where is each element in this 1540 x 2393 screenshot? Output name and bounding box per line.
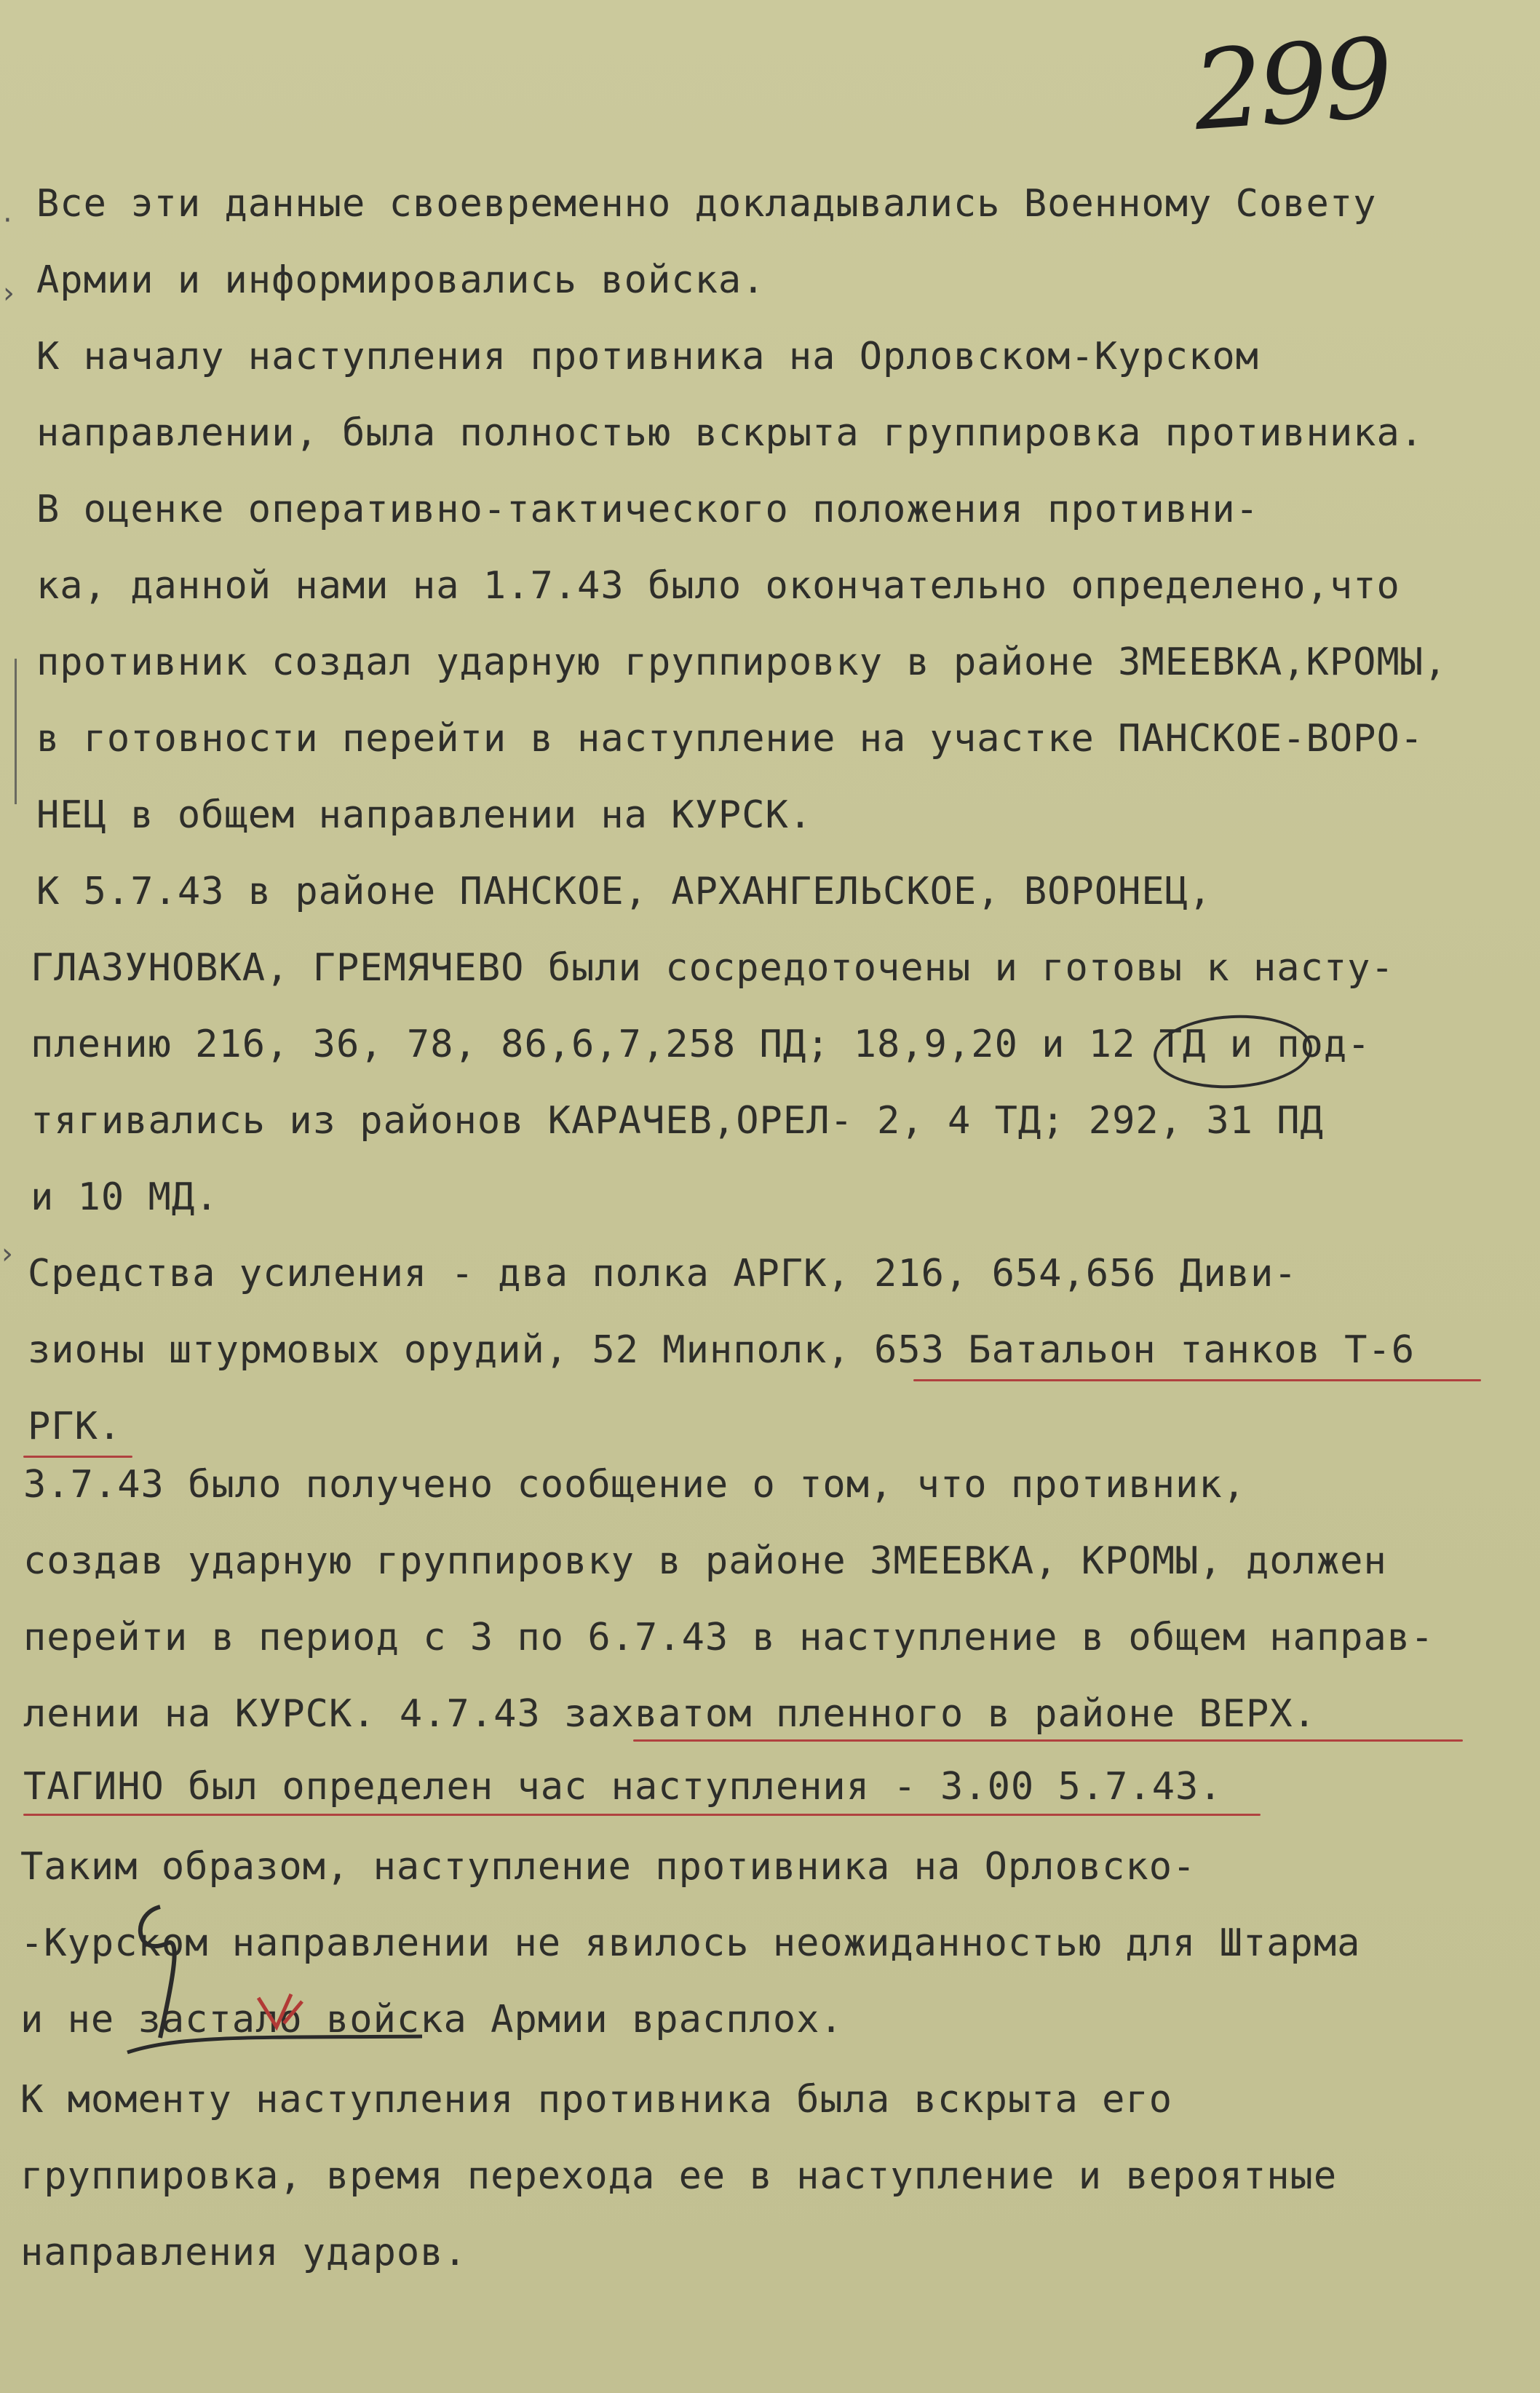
text-line: создав ударную группировку в районе ЗМЕЕВКА, КРОМЫ, должен <box>23 1539 1387 1583</box>
text-line: К моменту наступления противника была вскрыта его <box>20 2078 1173 2122</box>
text-line: перейти в период с 3 по 6.7.43 в наступление в общем направ- <box>23 1616 1434 1659</box>
red-underline <box>23 1814 1261 1816</box>
red-underline <box>23 1456 132 1458</box>
text-line: Все эти данные своевременно докладывались Военному Совету <box>36 182 1377 226</box>
text-line: и 10 МД. <box>31 1175 219 1219</box>
text-line: и не застало войска Армии врасплох. <box>20 1998 844 2041</box>
margin-arrow: › <box>1 1237 13 1271</box>
text-line: К 5.7.43 в районе ПАНСКОЕ, АРХАНГЕЛЬСКОЕ, ВОРОНЕЦ, <box>36 870 1212 913</box>
text-line: лении на КУРСК. 4.7.43 захватом пленного в районе ВЕРХ. <box>23 1692 1317 1736</box>
text-line: плению 216, 36, 78, 86,6,7,258 ПД; 18,9,20 и 12 ТД и под- <box>31 1023 1371 1066</box>
margin-dot: · <box>3 204 12 237</box>
text-line: Армии и информировались войска. <box>36 258 766 302</box>
text-line: ГЛАЗУНОВКА, ГРЕМЯЧЕВО были сосредоточены и готовы к насту- <box>31 946 1394 990</box>
text-line: НЕЦ в общем направлении на КУРСК. <box>36 793 813 837</box>
text-line: К началу наступления противника на Орловском-Курском <box>36 335 1259 378</box>
text-line: -Курском направлении не явилось неожиданностью для Штарма <box>20 1921 1361 1965</box>
red-underline <box>913 1379 1481 1381</box>
red-underline <box>633 1739 1463 1742</box>
text-line: направлении, была полностью вскрыта группировка противника. <box>36 411 1424 455</box>
text-line: ТАГИНО был определен час наступления - 3.00 5.7.43. <box>23 1765 1223 1809</box>
text-line: РГК. <box>28 1405 122 1448</box>
text-line: В оценке оперативно-тактического положения противни- <box>36 488 1259 531</box>
text-line: Таким образом, наступление противника на Орловско- <box>20 1845 1196 1889</box>
pen-scribble-mark <box>102 1900 211 2045</box>
text-line: 3.7.43 было получено сообщение о том, что противник, <box>23 1463 1246 1507</box>
text-line: направления ударов. <box>20 2231 467 2274</box>
text-line: противник создал ударную группировку в районе ЗМЕЕВКА,КРОМЫ, <box>36 640 1448 684</box>
margin-bar <box>15 659 17 804</box>
margin-arrow: › <box>3 277 15 310</box>
text-line: в готовности перейти в наступление на участке ПАНСКОЕ-ВОРО- <box>36 717 1424 761</box>
text-line: ка, данной нами на 1.7.43 было окончательно определено,что <box>36 564 1400 608</box>
text-line: зионы штурмовых орудий, 52 Минполк, 653 Батальон танков Т-6 <box>28 1328 1416 1372</box>
text-line: тягивались из районов КАРАЧЕВ,ОРЕЛ- 2, 4 ТД; 292, 31 ПД <box>31 1099 1324 1143</box>
red-correction-mark <box>255 1991 306 2034</box>
page-number: 299 <box>1189 15 1394 156</box>
text-line: группировка, время перехода ее в наступление и вероятные <box>20 2154 1338 2198</box>
pen-underline-mark <box>124 2031 429 2074</box>
text-line: Средства усиления - два полка АРГК, 216, 654,656 Диви- <box>28 1252 1298 1295</box>
